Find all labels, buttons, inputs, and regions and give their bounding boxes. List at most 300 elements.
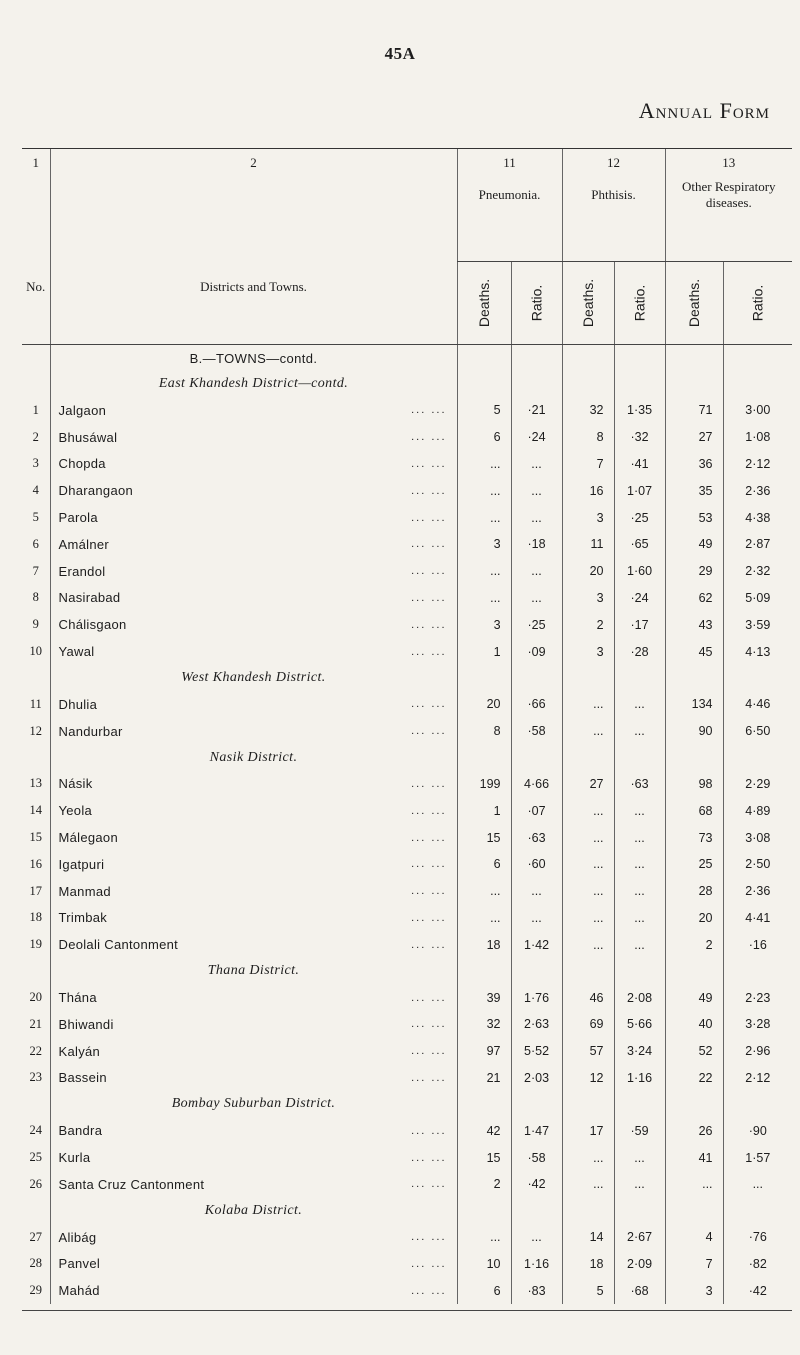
phthisis-deaths: 46 [562, 984, 614, 1011]
town-name [50, 1117, 457, 1144]
phthisis-ratio: ... [614, 878, 665, 905]
deaths-label: Deaths. [476, 278, 493, 327]
ratio-label: Ratio. [528, 284, 545, 321]
row-number: 19 [29, 937, 42, 952]
empty-cell [723, 1198, 792, 1224]
empty-cell [511, 958, 562, 984]
town-name-text: Igatpuri [58, 856, 105, 872]
pneumonia-ratio: 2·63 [511, 1011, 562, 1038]
empty-cell [511, 665, 562, 691]
town-name [50, 931, 457, 958]
phthisis-deaths: 17 [562, 1117, 614, 1144]
row-number: 28 [29, 1256, 42, 1271]
table-row [22, 451, 792, 478]
table-row [22, 984, 792, 1011]
town-name [50, 611, 457, 638]
pneumonia-deaths: 42 [457, 1117, 511, 1144]
town-name [50, 1038, 457, 1065]
town-name-text: Deolali Cantonment [58, 937, 179, 953]
col-districts-header [50, 149, 457, 345]
pneumonia-deaths: 20 [457, 691, 511, 718]
empty-cell [723, 1091, 792, 1117]
pneumonia-ratio: 1·76 [511, 984, 562, 1011]
other-respiratory-deaths: ... [665, 1171, 723, 1198]
phthisis-ratio: ... [614, 1144, 665, 1171]
other-respiratory-label: Other Respiratory diseases. [682, 179, 776, 210]
pneumonia-ratio: ... [511, 878, 562, 905]
pneumonia-ratio: ·58 [511, 1144, 562, 1171]
town-name [50, 397, 457, 424]
other-deaths-header [665, 262, 723, 345]
pneumonia-deaths: 15 [457, 824, 511, 851]
col-1-number: 1 [32, 155, 39, 170]
pneumonia-ratio: 4·66 [511, 771, 562, 798]
row-number: 22 [29, 1043, 42, 1058]
empty-cell [562, 665, 614, 691]
phthisis-ratio: ·59 [614, 1117, 665, 1144]
other-respiratory-ratio: 2·36 [723, 878, 792, 905]
table-row [22, 504, 792, 531]
phthisis-deaths: 57 [562, 1038, 614, 1065]
leader-dots: ... ... [411, 618, 447, 631]
pneumonia-ratio: 2·03 [511, 1065, 562, 1092]
phthisis-deaths: 3 [562, 638, 614, 665]
pneumonia-ratio: ·25 [511, 611, 562, 638]
pneumonia-deaths: ... [457, 451, 511, 478]
empty-cell [562, 745, 614, 771]
section-title: Kolaba District. [50, 1198, 457, 1224]
row-number: 4 [32, 483, 39, 498]
row-number: 9 [32, 617, 39, 632]
table-row [22, 691, 792, 718]
phthisis-ratio: 1·07 [614, 477, 665, 504]
leader-dots: ... ... [411, 725, 447, 738]
other-respiratory-deaths: 98 [665, 771, 723, 798]
town-name-text: Yawal [58, 644, 95, 660]
other-respiratory-deaths: 49 [665, 531, 723, 558]
header-row-top [22, 149, 792, 262]
row-number: 29 [29, 1283, 42, 1298]
no-label: No. [26, 279, 46, 294]
col-2-number: 2 [250, 155, 257, 170]
pneumonia-deaths: 15 [457, 1144, 511, 1171]
table-row [22, 797, 792, 824]
town-name-text: Bhusáwal [58, 429, 118, 445]
town-name-text: Erandol [58, 563, 106, 579]
pneumonia-deaths: 1 [457, 797, 511, 824]
other-respiratory-ratio: 2·29 [723, 771, 792, 798]
empty-cell [22, 371, 50, 397]
row-number: 5 [32, 510, 39, 525]
other-respiratory-deaths: 73 [665, 824, 723, 851]
town-name [50, 1277, 457, 1304]
row-number: 15 [29, 830, 42, 845]
table-row [22, 1011, 792, 1038]
town-name-text: Bandra [58, 1123, 103, 1139]
empty-cell [723, 958, 792, 984]
phthisis-deaths-header [562, 262, 614, 345]
empty-cell [723, 345, 792, 372]
other-respiratory-deaths: 7 [665, 1251, 723, 1278]
col-13-number: 13 [722, 155, 736, 170]
leader-dots: ... ... [411, 777, 447, 790]
phthisis-ratio: ·41 [614, 451, 665, 478]
empty-cell [22, 345, 50, 372]
pneumonia-deaths: 3 [457, 611, 511, 638]
pneumonia-deaths: 8 [457, 718, 511, 745]
other-respiratory-deaths: 20 [665, 905, 723, 932]
empty-cell [723, 371, 792, 397]
row-number: 20 [29, 990, 42, 1005]
phthisis-header [562, 149, 665, 262]
empty-cell [614, 958, 665, 984]
other-respiratory-deaths: 2 [665, 931, 723, 958]
pneumonia-deaths-header [457, 262, 511, 345]
other-respiratory-deaths: 40 [665, 1011, 723, 1038]
table-row [22, 771, 792, 798]
phthisis-ratio: ... [614, 824, 665, 851]
town-name [50, 1224, 457, 1251]
pneumonia-ratio: ... [511, 504, 562, 531]
row-number: 14 [29, 803, 42, 818]
leader-dots: ... ... [411, 457, 447, 470]
table-row [22, 878, 792, 905]
phthisis-label: Phthisis. [591, 187, 636, 202]
empty-cell [723, 745, 792, 771]
phthisis-ratio: 1·35 [614, 397, 665, 424]
town-name-text: Dharangaon [58, 483, 134, 499]
other-respiratory-deaths: 90 [665, 718, 723, 745]
empty-cell [665, 345, 723, 372]
pneumonia-label: Pneumonia. [478, 187, 541, 202]
empty-cell [562, 1198, 614, 1224]
phthisis-deaths: 3 [562, 585, 614, 612]
phthisis-ratio: ... [614, 691, 665, 718]
phthisis-deaths: 12 [562, 1065, 614, 1092]
empty-cell [22, 1198, 50, 1224]
pneumonia-ratio: ... [511, 585, 562, 612]
table-row [22, 1065, 792, 1092]
empty-cell [511, 371, 562, 397]
row-number: 21 [29, 1016, 42, 1031]
other-respiratory-ratio: 2·50 [723, 851, 792, 878]
other-respiratory-ratio: 2·87 [723, 531, 792, 558]
section-title: East Khandesh District—contd. [50, 371, 457, 397]
phthisis-ratio: ·63 [614, 771, 665, 798]
leader-dots: ... ... [411, 911, 447, 924]
table-row [22, 1117, 792, 1144]
table-row [22, 477, 792, 504]
row-number: 3 [32, 456, 39, 471]
phthisis-deaths: 20 [562, 558, 614, 585]
empty-cell [457, 745, 511, 771]
pneumonia-ratio: ·60 [511, 851, 562, 878]
other-respiratory-ratio: 5·09 [723, 585, 792, 612]
leader-dots: ... ... [411, 1151, 447, 1164]
other-respiratory-ratio: ... [723, 1171, 792, 1198]
pneumonia-ratio: ... [511, 558, 562, 585]
town-name-text: Trimbak [58, 910, 108, 926]
leader-dots: ... ... [411, 698, 447, 711]
pneumonia-deaths: 10 [457, 1251, 511, 1278]
phthisis-ratio: 2·09 [614, 1251, 665, 1278]
empty-cell [511, 745, 562, 771]
section-heading-row [22, 1198, 792, 1224]
town-name-text: Kalyán [58, 1043, 101, 1059]
pneumonia-deaths: 1 [457, 638, 511, 665]
town-name-text: Bassein [58, 1070, 107, 1086]
pneumonia-ratio: ... [511, 477, 562, 504]
other-ratio-header [723, 262, 792, 345]
other-respiratory-ratio: 3·00 [723, 397, 792, 424]
phthisis-ratio: 3·24 [614, 1038, 665, 1065]
town-name [50, 797, 457, 824]
pneumonia-ratio: ·63 [511, 824, 562, 851]
empty-cell [22, 958, 50, 984]
town-name-text: Parola [58, 510, 98, 526]
row-number: 27 [29, 1229, 42, 1244]
other-respiratory-deaths: 68 [665, 797, 723, 824]
phthisis-deaths: 16 [562, 477, 614, 504]
leader-dots: ... ... [411, 858, 447, 871]
pneumonia-deaths: 32 [457, 1011, 511, 1038]
leader-dots: ... ... [411, 431, 447, 444]
leader-dots: ... ... [411, 591, 447, 604]
other-respiratory-ratio: 4·41 [723, 905, 792, 932]
leader-dots: ... ... [411, 645, 447, 658]
pneumonia-ratio: 1·16 [511, 1251, 562, 1278]
town-name [50, 824, 457, 851]
other-respiratory-deaths: 3 [665, 1277, 723, 1304]
other-respiratory-deaths: 71 [665, 397, 723, 424]
pneumonia-deaths: 199 [457, 771, 511, 798]
empty-cell [457, 371, 511, 397]
pneumonia-ratio: ·24 [511, 424, 562, 451]
table-row [22, 718, 792, 745]
col-11-number: 11 [503, 155, 516, 170]
row-number: 18 [29, 910, 42, 925]
phthisis-deaths: ... [562, 824, 614, 851]
other-respiratory-deaths: 25 [665, 851, 723, 878]
phthisis-ratio: 2·08 [614, 984, 665, 1011]
empty-cell [457, 958, 511, 984]
phthisis-deaths: ... [562, 878, 614, 905]
other-respiratory-ratio: 2·12 [723, 451, 792, 478]
other-respiratory-ratio: 4·89 [723, 797, 792, 824]
table-row [22, 1224, 792, 1251]
other-respiratory-deaths: 53 [665, 504, 723, 531]
mortality-table [22, 149, 792, 1311]
table-row [22, 824, 792, 851]
other-respiratory-ratio: ·16 [723, 931, 792, 958]
pneumonia-deaths: ... [457, 1224, 511, 1251]
other-respiratory-deaths: 35 [665, 477, 723, 504]
table-row [22, 1144, 792, 1171]
leader-dots: ... ... [411, 484, 447, 497]
section-heading-row [22, 371, 792, 397]
table-row [22, 585, 792, 612]
deaths-label: Deaths. [686, 278, 703, 327]
other-respiratory-ratio: 4·13 [723, 638, 792, 665]
row-number: 6 [32, 536, 39, 551]
town-name [50, 1171, 457, 1198]
pneumonia-deaths: ... [457, 504, 511, 531]
pneumonia-deaths: 97 [457, 1038, 511, 1065]
phthisis-deaths: ... [562, 1144, 614, 1171]
other-respiratory-ratio: 2·12 [723, 1065, 792, 1092]
section-title: B.—TOWNS—contd. [50, 345, 457, 372]
phthisis-ratio: ... [614, 797, 665, 824]
phthisis-ratio: ·28 [614, 638, 665, 665]
table-row [22, 851, 792, 878]
table-bottom-rule [22, 1304, 792, 1311]
town-name [50, 477, 457, 504]
town-name [50, 638, 457, 665]
pneumonia-ratio: ·21 [511, 397, 562, 424]
phthisis-deaths: 2 [562, 611, 614, 638]
phthisis-deaths: ... [562, 797, 614, 824]
other-respiratory-ratio: 2·96 [723, 1038, 792, 1065]
table-row [22, 1251, 792, 1278]
phthisis-deaths: ... [562, 718, 614, 745]
phthisis-deaths: 69 [562, 1011, 614, 1038]
empty-cell [22, 1091, 50, 1117]
town-name [50, 1144, 457, 1171]
phthisis-deaths: ... [562, 1171, 614, 1198]
empty-cell [457, 665, 511, 691]
pneumonia-deaths: 39 [457, 984, 511, 1011]
form-title: Annual Form [638, 98, 770, 123]
other-respiratory-ratio: ·76 [723, 1224, 792, 1251]
other-respiratory-deaths: 45 [665, 638, 723, 665]
other-respiratory-ratio: 4·46 [723, 691, 792, 718]
pneumonia-ratio: ... [511, 905, 562, 932]
leader-dots: ... ... [411, 511, 447, 524]
empty-cell [614, 371, 665, 397]
row-number: 24 [29, 1123, 42, 1138]
phthisis-deaths: 5 [562, 1277, 614, 1304]
leader-dots: ... ... [411, 831, 447, 844]
phthisis-deaths: 7 [562, 451, 614, 478]
empty-cell [22, 665, 50, 691]
table-row [22, 1038, 792, 1065]
other-respiratory-ratio: ·90 [723, 1117, 792, 1144]
town-name-text: Amálner [58, 536, 110, 552]
other-respiratory-ratio: 2·23 [723, 984, 792, 1011]
row-number: 1 [32, 402, 39, 417]
other-respiratory-deaths: 52 [665, 1038, 723, 1065]
row-number: 26 [29, 1176, 42, 1191]
town-name-text: Yeola [58, 803, 93, 819]
town-name-text: Nasirabad [58, 590, 121, 606]
empty-cell [511, 1198, 562, 1224]
pneumonia-deaths: ... [457, 477, 511, 504]
pneumonia-deaths: ... [457, 878, 511, 905]
empty-cell [562, 1091, 614, 1117]
empty-cell [562, 345, 614, 372]
town-name-text: Panvel [58, 1256, 101, 1272]
other-respiratory-ratio: 6·50 [723, 718, 792, 745]
town-name [50, 585, 457, 612]
other-respiratory-deaths: 36 [665, 451, 723, 478]
section-heading-row [22, 665, 792, 691]
phthisis-ratio: ·24 [614, 585, 665, 612]
pneumonia-ratio: ... [511, 1224, 562, 1251]
section-title: Thana District. [50, 958, 457, 984]
phthisis-ratio: ·17 [614, 611, 665, 638]
phthisis-deaths: ... [562, 851, 614, 878]
mortality-table-sheet [22, 148, 792, 1311]
table-row [22, 638, 792, 665]
section-heading-row [22, 345, 792, 372]
pneumonia-deaths: ... [457, 558, 511, 585]
empty-cell [457, 1198, 511, 1224]
phthisis-ratio: ·65 [614, 531, 665, 558]
empty-cell [457, 1091, 511, 1117]
section-title: Bombay Suburban District. [50, 1091, 457, 1117]
ratio-label: Ratio. [749, 284, 766, 321]
other-respiratory-deaths: 4 [665, 1224, 723, 1251]
phthisis-deaths: 3 [562, 504, 614, 531]
row-number: 8 [32, 590, 39, 605]
phthisis-deaths: 18 [562, 1251, 614, 1278]
other-respiratory-ratio: 3·28 [723, 1011, 792, 1038]
other-respiratory-deaths: 29 [665, 558, 723, 585]
pneumonia-deaths: 21 [457, 1065, 511, 1092]
phthisis-deaths: 14 [562, 1224, 614, 1251]
section-title: West Khandesh District. [50, 665, 457, 691]
town-name [50, 531, 457, 558]
phthisis-ratio: 1·16 [614, 1065, 665, 1092]
empty-cell [665, 371, 723, 397]
town-name-text: Dhulia [58, 696, 98, 712]
empty-cell [614, 345, 665, 372]
pneumonia-ratio: ·58 [511, 718, 562, 745]
table-row [22, 531, 792, 558]
other-respiratory-deaths: 43 [665, 611, 723, 638]
row-number: 7 [32, 563, 39, 578]
empty-cell [614, 665, 665, 691]
table-row [22, 611, 792, 638]
other-respiratory-deaths: 62 [665, 585, 723, 612]
pneumonia-ratio: 1·42 [511, 931, 562, 958]
section-title: Nasik District. [50, 745, 457, 771]
phthisis-deaths: 27 [562, 771, 614, 798]
phthisis-ratio: ·68 [614, 1277, 665, 1304]
town-name [50, 771, 457, 798]
ratio-label: Ratio. [631, 284, 648, 321]
town-name [50, 1251, 457, 1278]
leader-dots: ... ... [411, 1018, 447, 1031]
leader-dots: ... ... [411, 1284, 447, 1297]
pneumonia-deaths: 5 [457, 397, 511, 424]
other-respiratory-deaths: 22 [665, 1065, 723, 1092]
phthisis-deaths: ... [562, 691, 614, 718]
empty-cell [665, 1091, 723, 1117]
deaths-label: Deaths. [580, 278, 597, 327]
other-respiratory-deaths: 134 [665, 691, 723, 718]
phthisis-ratio: ... [614, 905, 665, 932]
districts-label: Districts and Towns. [200, 279, 307, 294]
pneumonia-deaths: ... [457, 905, 511, 932]
pneumonia-ratio: ·07 [511, 797, 562, 824]
other-respiratory-ratio: ·82 [723, 1251, 792, 1278]
other-respiratory-deaths: 49 [665, 984, 723, 1011]
town-name-text: Santa Cruz Cantonment [58, 1176, 205, 1192]
pneumonia-ratio-header [511, 262, 562, 345]
other-respiratory-deaths: 28 [665, 878, 723, 905]
row-number: 13 [29, 776, 42, 791]
